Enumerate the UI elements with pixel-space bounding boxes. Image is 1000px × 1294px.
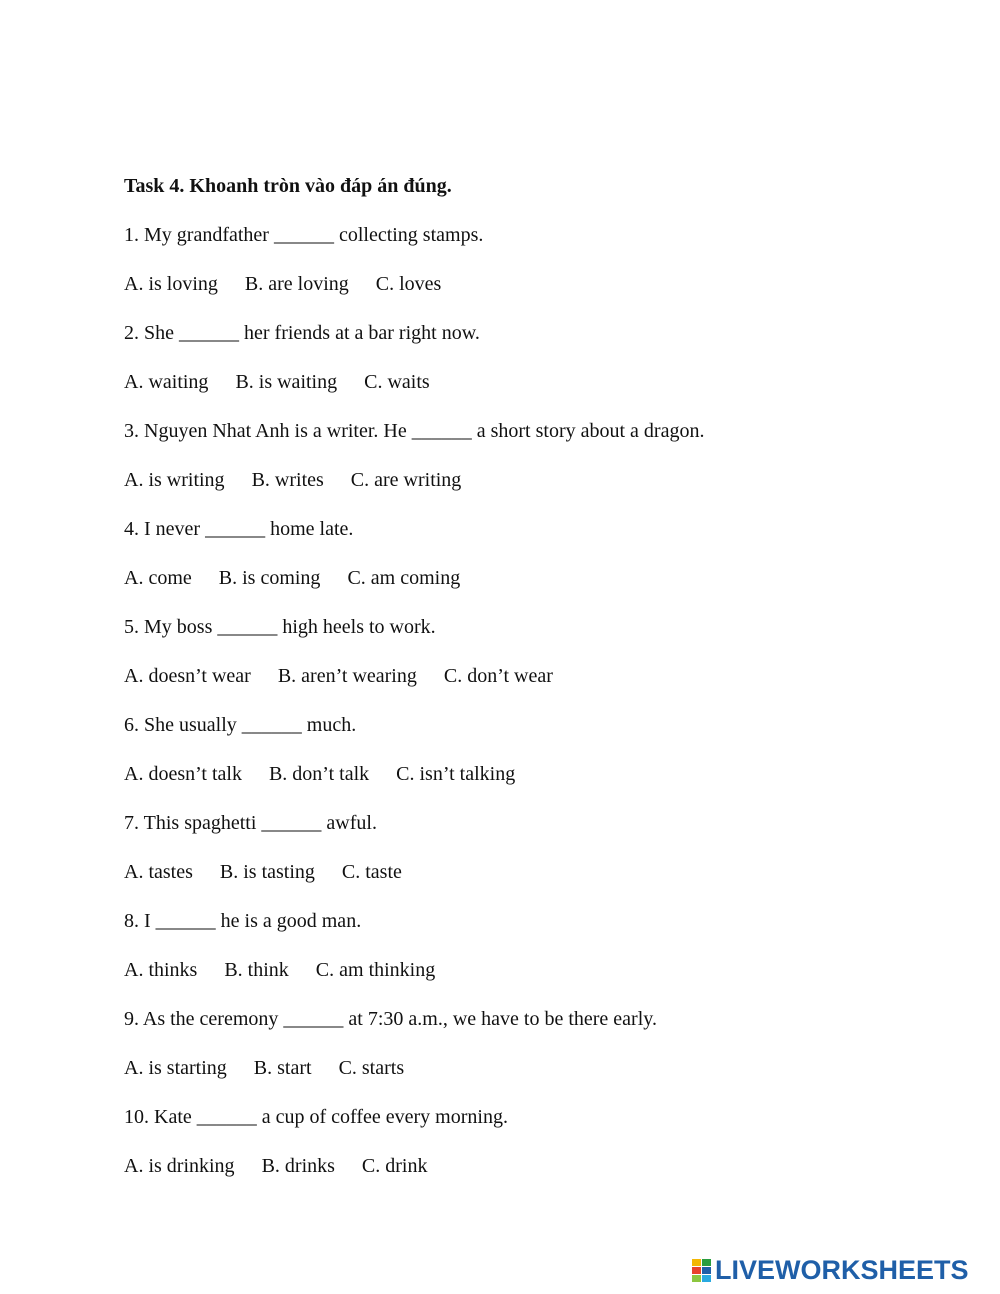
option-6-b[interactable]: B. don’t talk: [268, 763, 370, 785]
option-3-c[interactable]: C. are writing: [350, 469, 462, 491]
option-7-c[interactable]: C. taste: [341, 861, 402, 883]
option-5-a[interactable]: A. doesn’t wear: [124, 665, 251, 687]
logo-square: [702, 1275, 711, 1282]
option-8-a[interactable]: A. thinks: [124, 959, 198, 981]
question-4: 4. I never ______ home late.: [124, 518, 354, 540]
task-title: Task 4. Khoanh tròn vào đáp án đúng.: [124, 175, 452, 197]
options-3: [124, 466, 924, 494]
question-2: 2. She ______ her friends at a bar right now.: [124, 322, 480, 344]
option-3-b[interactable]: B. writes: [251, 469, 324, 491]
logo-square: [692, 1267, 701, 1274]
options-5: [124, 662, 924, 690]
option-1-a[interactable]: A. is loving: [124, 273, 218, 295]
options-7: [124, 858, 924, 886]
option-7-a[interactable]: A. tastes: [124, 861, 193, 883]
option-9-a[interactable]: A. is starting: [124, 1057, 227, 1079]
logo-square: [692, 1275, 701, 1282]
option-8-b[interactable]: B. think: [224, 959, 289, 981]
option-10-a[interactable]: A. is drinking: [124, 1155, 235, 1177]
options-10: [124, 1152, 924, 1180]
question-6: 6. She usually ______ much.: [124, 714, 357, 736]
question-3: 3. Nguyen Nhat Anh is a writer. He ______ a short story about a dragon.: [124, 420, 705, 442]
question-9: 9. As the ceremony ______ at 7:30 a.m., we have to be there early.: [124, 1008, 657, 1030]
option-8-c[interactable]: C. am thinking: [315, 959, 436, 981]
logo-mark-icon: [692, 1259, 711, 1282]
option-2-b[interactable]: B. is waiting: [235, 371, 338, 393]
question-10: 10. Kate ______ a cup of coffee every morning.: [124, 1106, 508, 1128]
liveworksheets-logo: [692, 1254, 969, 1286]
worksheet: [124, 172, 924, 1201]
option-1-c[interactable]: C. loves: [375, 273, 442, 295]
options-4: [124, 564, 924, 592]
question-8: 8. I ______ he is a good man.: [124, 910, 362, 932]
question-1: 1. My grandfather ______ collecting stamps.: [124, 224, 484, 246]
option-4-b[interactable]: B. is coming: [218, 567, 321, 589]
option-10-c[interactable]: C. drink: [361, 1155, 428, 1177]
options-6: [124, 760, 924, 788]
option-6-c[interactable]: C. isn’t talking: [396, 763, 516, 785]
option-5-b[interactable]: B. aren’t wearing: [277, 665, 417, 687]
option-9-b[interactable]: B. start: [253, 1057, 312, 1079]
option-2-c[interactable]: C. waits: [364, 371, 430, 393]
option-7-b[interactable]: B. is tasting: [219, 861, 315, 883]
options-2: [124, 368, 924, 396]
option-9-c[interactable]: C. starts: [338, 1057, 405, 1079]
option-10-b[interactable]: B. drinks: [261, 1155, 335, 1177]
logo-text: LIVEWORKSHEETS: [715, 1255, 969, 1285]
option-4-c[interactable]: C. am coming: [347, 567, 461, 589]
option-1-b[interactable]: B. are loving: [244, 273, 349, 295]
options-9: [124, 1054, 924, 1082]
option-6-a[interactable]: A. doesn’t talk: [124, 763, 242, 785]
question-5: 5. My boss ______ high heels to work.: [124, 616, 436, 638]
option-2-a[interactable]: A. waiting: [124, 371, 209, 393]
question-7: 7. This spaghetti ______ awful.: [124, 812, 377, 834]
option-5-c[interactable]: C. don’t wear: [443, 665, 553, 687]
options-1: [124, 270, 924, 298]
question-list: [124, 221, 924, 1180]
logo-square: [692, 1259, 701, 1266]
option-3-a[interactable]: A. is writing: [124, 469, 225, 491]
logo-square: [702, 1259, 711, 1266]
option-4-a[interactable]: A. come: [124, 567, 192, 589]
options-8: [124, 956, 924, 984]
logo-square: [702, 1267, 711, 1274]
